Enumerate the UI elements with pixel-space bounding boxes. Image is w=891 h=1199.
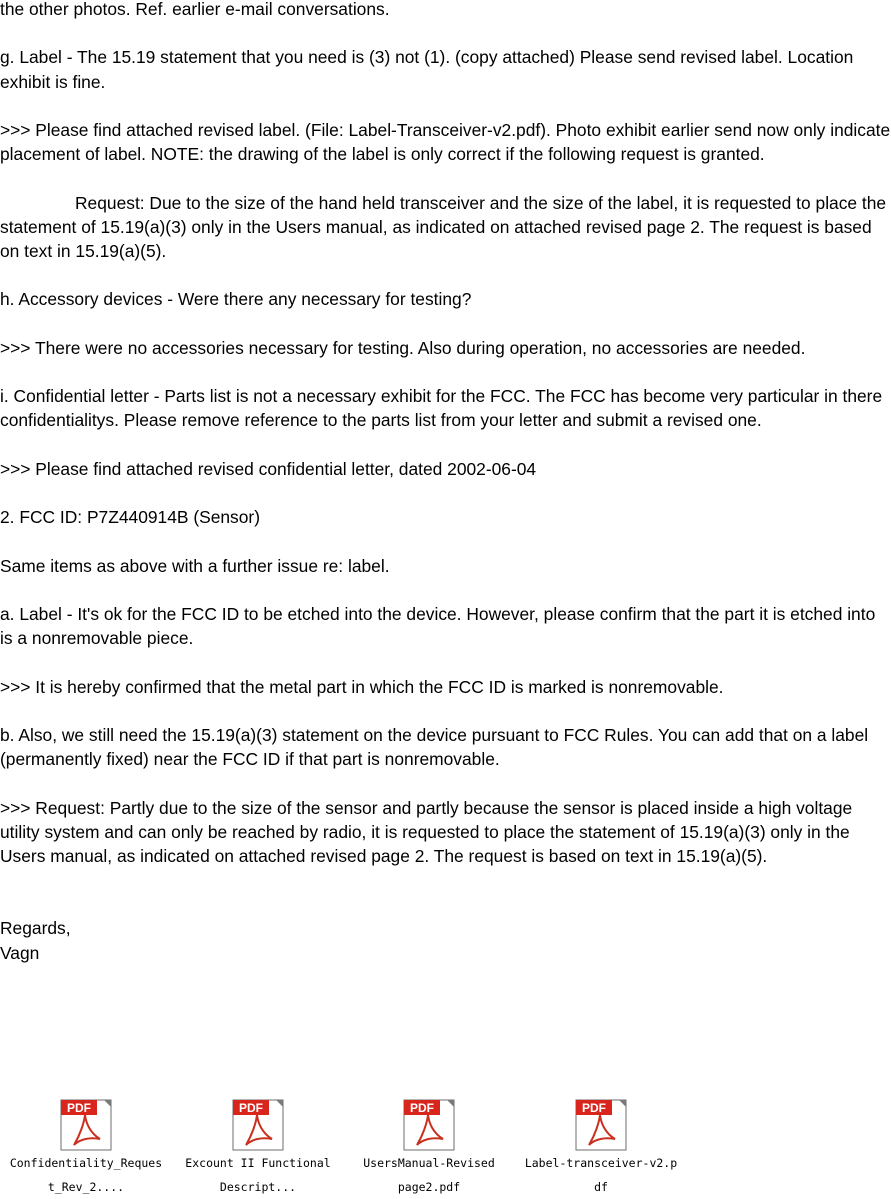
- email-paragraph: >>> There were no accessories necessary for testing. Also during operation, no accessories are needed.: [0, 337, 806, 358]
- email-paragraph: Same items as above with a further issue re: label.: [0, 555, 390, 576]
- email-paragraph: the other photos. Ref. earlier e-mail conversations.: [0, 0, 390, 19]
- email-paragraph: a. Label - It's ok for the FCC ID to be etched into the device. However, please confirm that the part it is etched into is a nonremovable piece.: [0, 603, 876, 649]
- email-closing: Regards,: [0, 918, 71, 939]
- email-paragraph: >>> Request: Partly due to the size of the sensor and partly because the sensor is placed inside a high voltage utility system and can only be reached by radio, it is requested to place the statement of 15.19(a)(3) only in the Users manual, as indicated on attached revised page 2. The request is based on text in 15.19(a)(5).: [0, 797, 853, 866]
- svg-text:PDF: PDF: [410, 1101, 434, 1115]
- email-paragraph: >>> It is hereby confirmed that the metal part in which the FCC ID is marked is nonremovable.: [0, 676, 724, 697]
- attachment-name-line1[interactable]: Label-transceiver-v2.p: [524, 1156, 678, 1170]
- svg-text:PDF: PDF: [239, 1101, 263, 1115]
- attachment-name-line1[interactable]: UsersManual-Revised: [363, 1156, 495, 1170]
- attachment-name-line2[interactable]: t_Rev_2....: [47, 1180, 125, 1194]
- attachment-item[interactable]: [172, 1099, 344, 1199]
- attachment-name-line1[interactable]: Confidentiality_Reques: [9, 1156, 163, 1170]
- attachment-name-line2[interactable]: df: [594, 1180, 608, 1194]
- attachment-name-line2[interactable]: page2.pdf: [397, 1180, 461, 1194]
- attachment-name-line2[interactable]: Descript...: [219, 1180, 297, 1194]
- spacer: [0, 892, 891, 916]
- email-paragraph: Request: Due to the size of the hand held transceiver and the size of the label, it is requested to place the statement of 15.19(a)(3) only in the Users manual, as indicated on attached revised page 2. The request is based on text in 15.19(a)(5).: [0, 192, 887, 261]
- email-paragraph: g. Label - The 15.19 statement that you need is (3) not (1). (copy attached) Please send revised label. Location exhibit is fine.: [0, 47, 854, 92]
- svg-text:PDF: PDF: [67, 1101, 91, 1115]
- email-paragraph: h. Accessory devices - Were there any necessary for testing?: [0, 289, 472, 310]
- attachment-item[interactable]: [343, 1099, 515, 1199]
- email-paragraph: 2. FCC ID: P7Z440914B (Sensor): [0, 507, 261, 528]
- pdf-file-icon[interactable]: [60, 1099, 112, 1151]
- email-signature: Vagn: [0, 942, 40, 963]
- attachment-item[interactable]: [515, 1099, 687, 1199]
- email-paragraph: >>> Please find attached revised confidential letter, dated 2002-06-04: [0, 458, 537, 479]
- attachment-item[interactable]: [0, 1099, 172, 1199]
- pdf-file-icon[interactable]: [403, 1099, 455, 1151]
- email-paragraph: >>> Please find attached revised label. (File: Label-Transceiver-v2.pdf). Photo exhibit earlier send now only indicate placement of label. NOTE: the drawing of the label is only correct if the following request is granted.: [0, 119, 891, 165]
- pdf-file-icon[interactable]: [232, 1099, 284, 1151]
- pdf-file-icon[interactable]: [575, 1099, 627, 1151]
- svg-text:PDF: PDF: [582, 1101, 606, 1115]
- attachment-name-line1[interactable]: Excount II Functional: [185, 1156, 331, 1170]
- email-paragraph: i. Confidential letter - Parts list is not a necessary exhibit for the FCC. The FCC has become very particular in there confidentialitys. Please remove reference to the parts list from your letter and submit a revised one.: [0, 386, 883, 431]
- email-paragraph: b. Also, we still need the 15.19(a)(3) statement on the device pursuant to FCC Rules. You can add that on a label (permanently fixed) near the FCC ID if that part is nonremovable.: [0, 724, 869, 770]
- attachment-bar: [0, 1099, 891, 1194]
